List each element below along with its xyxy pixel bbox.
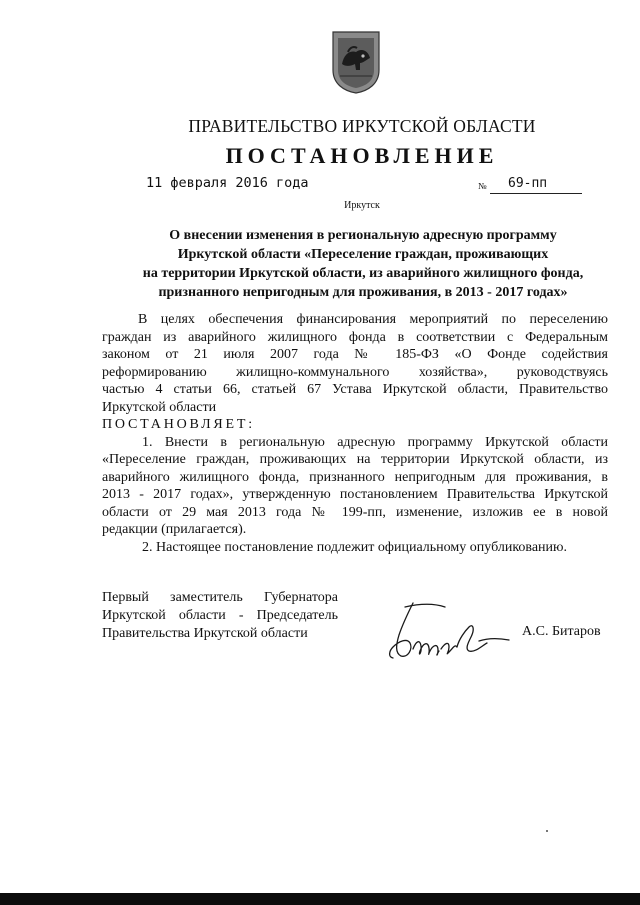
item1-line: области от 29 мая 2013 года № 199-пп, изменение, изложив ее в новой [102, 504, 608, 520]
number-sign: № [478, 181, 487, 191]
item1-line: «Переселение граждан, проживающих на территории Иркутской области, из [102, 452, 608, 467]
document-type: ПОСТАНОВЛЕНИЕ [225, 143, 499, 168]
preamble-line: граждан из аварийного жилищного фонда в соответствии с Федеральным [102, 329, 608, 345]
coat-of-arms-emblem [330, 30, 382, 94]
preamble-line: реформированию жилищно-коммунального хозяйства», руководствуясь [102, 364, 608, 380]
signer-name: А.С. Битаров [522, 624, 601, 639]
number-underline [490, 193, 582, 194]
signer-title-line: Иркутской области - Председатель [102, 608, 338, 623]
preamble-line: законом от 21 июля 2007 года № 185-ФЗ «О Фонде содействия [102, 347, 608, 362]
scan-artifact [546, 830, 548, 832]
item1-line: аварийного жилищного фонда, признанного непригодным для проживания, в [102, 469, 608, 485]
government-name: ПРАВИТЕЛЬСТВО ИРКУТСКОЙ ОБЛАСТИ [188, 116, 536, 136]
document-date: 11 февраля 2016 года [146, 175, 309, 191]
title-line: Иркутской области «Переселение граждан, проживающих [177, 247, 549, 262]
title-line: О внесении изменения в региональную адресную программу [169, 228, 557, 243]
scan-bottom-edge [0, 893, 640, 905]
item2-line: 2. Настоящее постановление подлежит официальному опубликованию. [142, 539, 567, 555]
document-body [102, 311, 608, 556]
preamble-line: В целях обеспечения финансирования мероприятий по переселению [138, 312, 608, 327]
title-line: признанного непригодным для проживания, в 2013 - 2017 годах» [158, 285, 568, 300]
item1-line: редакции (прилагается). [102, 522, 247, 537]
item1-line: 1. Внести в региональную адресную программу Иркутской области [142, 434, 608, 450]
city-name: Иркутск [344, 200, 380, 211]
signer-title [102, 589, 338, 643]
item1-line: 2013 - 2017 годах», утвержденную постановлением Правительства Иркутской [102, 487, 608, 502]
document-number: 69-пп [508, 176, 548, 191]
preamble-line: Иркутской области [102, 399, 217, 415]
handwritten-signature [383, 601, 513, 663]
preamble-line: частью 4 статьи 66, статьей 67 Устава Иркутской области, Правительство [102, 382, 608, 397]
document-title [102, 226, 624, 302]
signer-title-line: Первый заместитель Губернатора [102, 590, 338, 605]
decree-word: ПОСТАНОВЛЯЕТ: [102, 417, 255, 432]
signer-title-line: Правительства Иркутской области [102, 626, 308, 641]
title-line: на территории Иркутской области, из аварийного жилищного фонда, [142, 266, 584, 281]
